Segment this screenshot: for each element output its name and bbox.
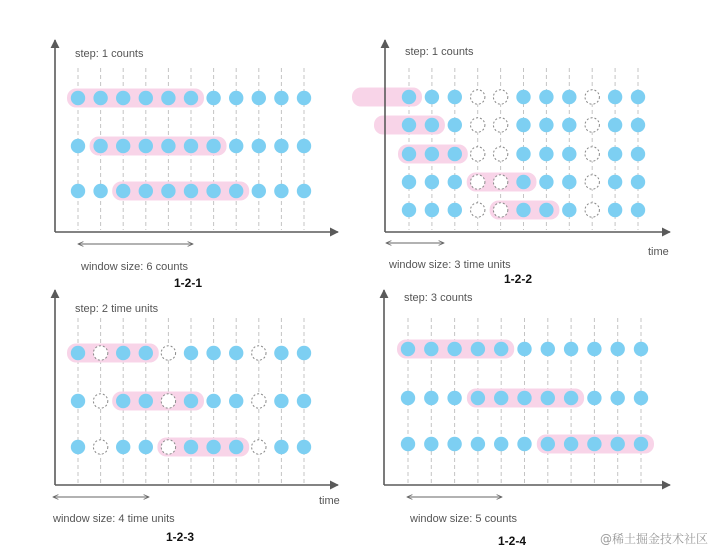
event-dot [184,184,198,198]
event-dot [116,394,130,408]
event-dot [448,147,462,161]
empty-slot-dot [493,90,507,104]
event-dot [424,391,438,405]
step-label: step: 3 counts [404,292,473,304]
time-axis-label: time [648,246,669,258]
event-dot [631,118,645,132]
event-dot [539,90,553,104]
empty-slot-dot [161,346,175,360]
event-dot [608,90,622,104]
event-dot [71,440,85,454]
event-dot [71,184,85,198]
empty-slot-dot [471,90,485,104]
step-label: step: 1 counts [75,48,144,60]
event-dot [611,391,625,405]
event-dot [494,391,508,405]
event-dot [539,118,553,132]
event-dot [425,175,439,189]
event-dot [206,184,220,198]
event-dot [516,175,530,189]
event-dot [539,147,553,161]
empty-slot-dot [471,203,485,217]
event-dot [93,91,107,105]
event-dot [516,118,530,132]
sliding-window [112,182,249,201]
event-dot [229,184,243,198]
event-dot [274,440,288,454]
event-dot [229,91,243,105]
event-dot [608,118,622,132]
event-dot [425,118,439,132]
event-dot [631,90,645,104]
event-dot [229,394,243,408]
event-dot [71,139,85,153]
step-label: step: 1 counts [405,46,474,58]
panel-caption: 1-2-3 [165,530,195,544]
empty-slot-dot [161,440,175,454]
event-dot [206,346,220,360]
event-dot [564,391,578,405]
panel-caption: 1-2-4 [497,534,527,548]
event-dot [516,203,530,217]
event-dot [71,346,85,360]
event-dot [297,184,311,198]
event-dot [274,346,288,360]
event-dot [402,90,416,104]
panel-caption: 1-2-2 [503,272,533,286]
event-dot [517,437,531,451]
event-dot [297,346,311,360]
event-dot [425,147,439,161]
event-dot [448,90,462,104]
panel-1-2-4 [384,290,670,548]
empty-slot-dot [585,118,599,132]
event-dot [71,91,85,105]
event-dot [562,118,576,132]
event-dot [516,147,530,161]
event-dot [402,147,416,161]
time-axis-label: time [319,495,340,507]
event-dot [517,391,531,405]
empty-slot-dot [252,394,266,408]
empty-slot-dot [585,147,599,161]
event-dot [634,437,648,451]
event-dot [494,342,508,356]
event-dot [93,184,107,198]
event-dot [116,440,130,454]
event-dot [139,394,153,408]
empty-slot-dot [471,175,485,189]
event-dot [448,175,462,189]
sliding-window [90,137,227,156]
watermark-text: @稀土掘金技术社区 [599,532,708,546]
event-dot [539,203,553,217]
panel-caption: 1-2-1 [173,276,203,290]
window-size-label: window size: 4 time units [53,513,175,525]
event-dot [206,139,220,153]
window-size-label: window size: 5 counts [410,513,517,525]
event-dot [517,342,531,356]
empty-slot-dot [93,440,107,454]
event-dot [447,391,461,405]
event-dot [471,437,485,451]
event-dot [252,91,266,105]
event-dot [161,91,175,105]
empty-slot-dot [585,203,599,217]
event-dot [471,342,485,356]
event-dot [116,184,130,198]
event-dot [608,203,622,217]
empty-slot-dot [471,147,485,161]
event-dot [494,437,508,451]
empty-slot-dot [493,147,507,161]
event-dot [206,440,220,454]
event-dot [206,91,220,105]
event-dot [611,437,625,451]
event-dot [539,175,553,189]
empty-slot-dot [585,175,599,189]
window-size-label: window size: 3 time units [389,259,511,271]
event-dot [252,139,266,153]
event-dot [184,394,198,408]
event-dot [116,346,130,360]
event-dot [541,342,555,356]
event-dot [611,342,625,356]
event-dot [139,184,153,198]
event-dot [139,440,153,454]
event-dot [297,394,311,408]
empty-slot-dot [252,440,266,454]
event-dot [139,139,153,153]
event-dot [297,91,311,105]
event-dot [562,90,576,104]
event-dot [297,139,311,153]
event-dot [402,203,416,217]
empty-slot-dot [471,118,485,132]
event-dot [274,139,288,153]
event-dot [274,91,288,105]
step-label: step: 2 time units [75,303,159,315]
event-dot [541,437,555,451]
event-dot [184,346,198,360]
event-dot [564,342,578,356]
event-dot [562,203,576,217]
event-dot [587,391,601,405]
event-dot [448,203,462,217]
event-dot [631,175,645,189]
event-dot [402,175,416,189]
event-dot [448,118,462,132]
event-dot [401,437,415,451]
event-dot [161,184,175,198]
event-dot [634,342,648,356]
event-dot [587,342,601,356]
event-dot [587,437,601,451]
event-dot [425,203,439,217]
event-dot [274,394,288,408]
event-dot [471,391,485,405]
empty-slot-dot [161,394,175,408]
empty-slot-dot [93,394,107,408]
event-dot [562,147,576,161]
event-dot [608,175,622,189]
event-dot [401,342,415,356]
event-dot [402,118,416,132]
event-dot [116,139,130,153]
event-dot [562,175,576,189]
event-dot [93,139,107,153]
panel-1-2-2 [352,40,670,286]
event-dot [541,391,555,405]
empty-slot-dot [493,118,507,132]
sliding-window [67,89,204,108]
event-dot [631,203,645,217]
event-dot [274,184,288,198]
event-dot [184,91,198,105]
event-dot [139,91,153,105]
event-dot [424,342,438,356]
event-dot [608,147,622,161]
empty-slot-dot [93,346,107,360]
empty-slot-dot [493,203,507,217]
event-dot [229,139,243,153]
window-size-label: window size: 6 counts [81,261,188,273]
empty-slot-dot [252,346,266,360]
event-dot [634,391,648,405]
event-dot [564,437,578,451]
event-dot [116,91,130,105]
event-dot [229,346,243,360]
event-dot [424,437,438,451]
event-dot [252,184,266,198]
event-dot [447,437,461,451]
event-dot [425,90,439,104]
event-dot [206,394,220,408]
event-dot [401,391,415,405]
event-dot [139,346,153,360]
event-dot [447,342,461,356]
empty-slot-dot [585,90,599,104]
empty-slot-dot [493,175,507,189]
event-dot [184,139,198,153]
panel-1-2-3 [52,290,340,544]
event-dot [631,147,645,161]
event-dot [297,440,311,454]
event-dot [71,394,85,408]
event-dot [184,440,198,454]
panel-1-2-1 [55,40,338,290]
event-dot [229,440,243,454]
event-dot [161,139,175,153]
event-dot [516,90,530,104]
